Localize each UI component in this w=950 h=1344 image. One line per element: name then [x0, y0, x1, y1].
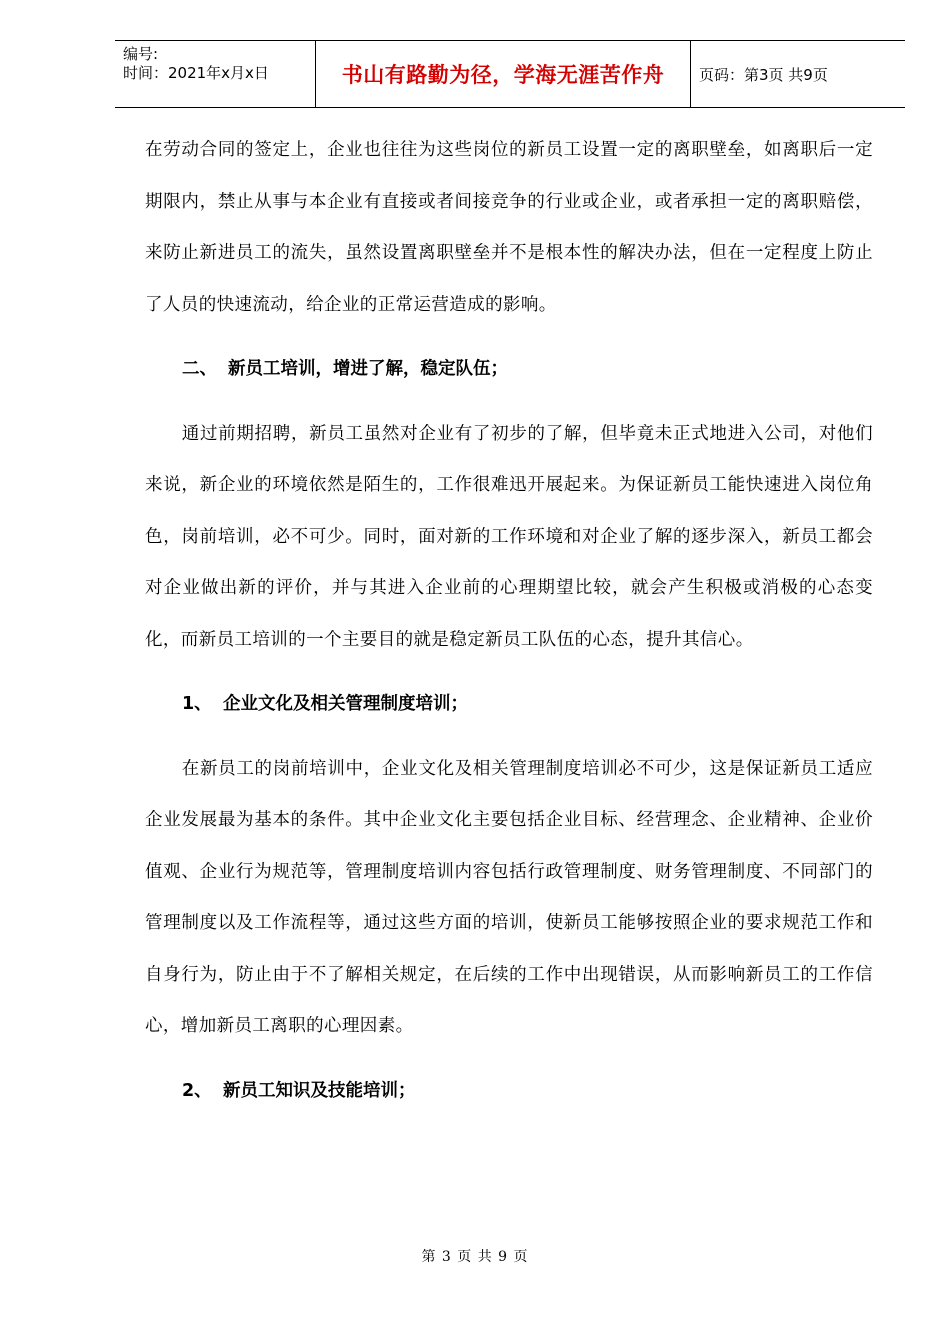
paragraph-1: 在劳动合同的签定上，企业也往往为这些岗位的新员工设置一定的离职壁垒，如离职后一定期限内，禁止从事与本企业有直接或者间接竞争的行业或企业，或者承担一定的离职赔偿，来防止新进员工的流失，虽然设置离职壁垒并不是根本性的解决办法，但在一定程度上防止了人员的快速流动，给企业的正常运营造成的影响。 [145, 140, 873, 315]
paragraph-3: 在新员工的岗前培训中，企业文化及相关管理制度培训必不可少，这是保证新员工适应企业发展最为基本的条件。其中企业文化主要包括企业目标、经营理念、企业精神、企业价值观、企业行为规范等，管理制度培训内容包括行政管理制度、财务管理制度、不同部门的管理制度以及工作流程等，通过这些方面的培训，使新员工能够按照企业的要求规范工作和自身行为，防止由于不了解相关规定，在后续的工作中出现错误，从而影响新员工的工作信心，增加新员工离职的心理因素。 [145, 758, 873, 1036]
subsection-number: 2、 [182, 1080, 212, 1101]
subsection-number: 1、 [182, 694, 212, 714]
section-title: 新员工培训，增进了解，稳定队伍； [228, 359, 508, 379]
page-footer: 第 3 页 共 9 页 [421, 1249, 529, 1265]
page-header [115, 40, 905, 108]
subsection-heading-1 [145, 679, 873, 731]
motto: 书山有路勤为径，学海无涯苦作舟 [316, 41, 691, 107]
number-label: 编号: [123, 45, 159, 63]
subsection-title: 新员工知识及技能培训； [223, 1080, 416, 1101]
subsection-heading-2 [145, 1066, 873, 1118]
header-meta-cell [115, 41, 316, 107]
subsection-title: 企业文化及相关管理制度培训； [223, 694, 468, 714]
paragraph-2: 通过前期招聘，新员工虽然对企业有了初步的了解，但毕竟未正式地进入公司，对他们来说，新企业的环境依然是陌生的，工作很难迅开展起来。为保证新员工能快速进入岗位角色，岗前培训，必不可少。同时，面对新的工作环境和对企业了解的逐步深入，新员工都会对企业做出新的评价，并与其进入企业前的心理期望比较，就会产生积极或消极的心态变化，而新员工培训的一个主要目的就是稳定新员工队伍的心态，提升其信心。 [145, 423, 873, 650]
section-heading-2 [145, 344, 873, 396]
page-indicator: 页码：第3页 共9页 [699, 65, 828, 84]
time-label: 时间：2021年x月x日 [123, 64, 269, 82]
section-number: 二、 [182, 359, 217, 379]
document-body [145, 125, 873, 1117]
